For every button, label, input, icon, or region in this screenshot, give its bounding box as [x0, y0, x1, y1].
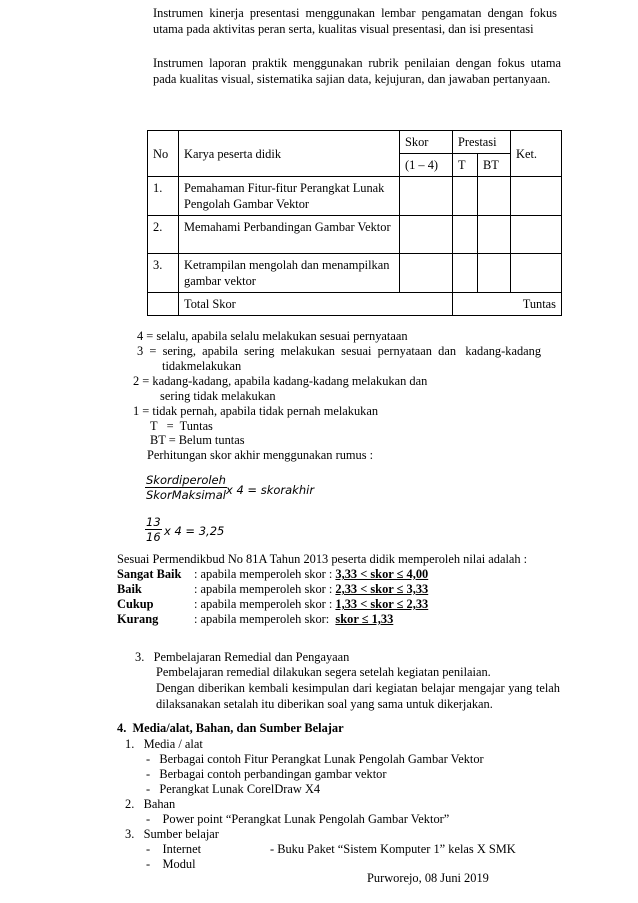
list-item: - Berbagai contoh perbandingan gambar vektor — [146, 767, 387, 781]
grade-label: Kurang — [117, 612, 159, 626]
header-ket: Ket. — [511, 131, 562, 177]
grade-label: Baik — [117, 582, 142, 596]
media-s2: 2. Bahan — [125, 797, 176, 811]
row-no: 3. — [148, 254, 179, 293]
grading-intro: Sesuai Permendikbud No 81A Tahun 2013 peserta didik memperoleh nilai adalah : — [117, 552, 528, 566]
media-title: 4. Media/alat, Bahan, dan Sumber Belajar — [117, 721, 344, 735]
intro-report: Instrumen laporan praktik menggunakan rubrik penilaian dengan fokus utama pada kualitas visual, sistematika sajian data, kejujuran, dan jawaban pertanyaan. — [153, 56, 561, 86]
header-t: T — [453, 154, 478, 177]
intro-presentation: Instrumen kinerja presentasi menggunakan lembar pengamatan dengan fokus utama pada aktivitas peran serta, kualitas visual presentasi, dan isi presentasi — [153, 6, 557, 36]
rubric-table — [147, 130, 562, 316]
remedial-p1: Pembelajaran remedial dilakukan segera setelah kegiatan penilaian. — [156, 665, 491, 679]
list-item: - Buku Paket “Sistem Komputer 1” kelas X SMK — [270, 842, 516, 856]
header-karya: Karya peserta didik — [179, 131, 400, 177]
legend-1: 1 = tidak pernah, apabila tidak pernah melakukan — [133, 404, 379, 418]
header-prestasi: Prestasi — [453, 131, 511, 154]
header-skor-range: (1 – 4) — [400, 154, 453, 177]
example-numerator: 13 — [146, 515, 161, 529]
example-rest: x 4 = 3,25 — [164, 524, 225, 538]
table-row — [148, 216, 562, 254]
grade-range: 1,33 < skor ≤ 2,33 — [335, 597, 429, 611]
table-row — [148, 254, 562, 293]
grade-row — [117, 582, 429, 597]
list-item: - Power point “Perangkat Lunak Pengolah Gambar Vektor” — [146, 812, 450, 826]
formula-numerator: Skordiperoleh — [146, 473, 226, 487]
row-karya: Pemahaman Fitur-fitur Perangkat Lunak Pengolah Gambar Vektor — [179, 177, 400, 216]
legend-2a: 2 = kadang-kadang, apabila kadang-kadang melakukan dan — [133, 374, 428, 388]
formula-denominator: SkorMaksimal — [145, 488, 226, 502]
grade-label: Cukup — [117, 597, 154, 611]
row-no: 1. — [148, 177, 179, 216]
grade-text: : apabila memperoleh skor : 1,33 < skor ≤ 2,33 — [194, 597, 429, 611]
grade-range: 2,33 < skor ≤ 3,33 — [335, 582, 429, 596]
grade-row — [117, 567, 429, 582]
table-total-row — [148, 293, 562, 316]
legend-bt: BT = Belum tuntas — [150, 433, 245, 447]
perhitungan-label: Perhitungan skor akhir menggunakan rumus : — [147, 448, 374, 462]
formula-fraction — [145, 473, 227, 502]
legend-t: T = Tuntas — [150, 419, 213, 433]
list-item: - Internet — [146, 842, 202, 856]
header-no: No — [148, 131, 179, 177]
grade-text: : apabila memperoleh skor: skor ≤ 1,33 — [194, 612, 394, 626]
grade-row — [117, 612, 394, 627]
row-no: 2. — [148, 216, 179, 254]
total-skor-label: Total Skor — [179, 293, 453, 316]
header-bt: BT — [478, 154, 511, 177]
grade-row — [117, 597, 429, 612]
list-item: - Berbagai contoh Fitur Perangkat Lunak Pengolah Gambar Vektor — [146, 752, 484, 766]
legend-3b: tidakmelakukan — [162, 359, 242, 373]
legend-2b: sering tidak melakukan — [160, 389, 276, 403]
remedial-title: 3. Pembelajaran Remedial dan Pengayaan — [135, 650, 350, 664]
remedial-p2: Dengan diberikan kembali kesimpulan dari kegiatan belajar mengajar yang telah dilaksanakan setalah itu diberikan soal yang sama untuk dikerjakan. — [156, 681, 560, 711]
example-denominator: 16 — [146, 530, 161, 544]
table-row — [148, 177, 562, 216]
row-karya: Ketrampilan mengolah dan menampilkan gambar vektor — [179, 254, 400, 293]
list-item: - Modul — [146, 857, 196, 871]
grade-range: skor ≤ 1,33 — [335, 612, 394, 626]
header-skor: Skor — [400, 131, 453, 154]
place-date: Purworejo, 08 Juni 2019 — [367, 871, 489, 885]
media-s3: 3. Sumber belajar — [125, 827, 219, 841]
grade-range: 3,33 < skor ≤ 4,00 — [335, 567, 429, 581]
formula-rest: x 4 = skorakhir — [226, 483, 315, 497]
media-s1: 1. Media / alat — [125, 737, 203, 751]
list-item: - Perangkat Lunak CorelDraw X4 — [146, 782, 321, 796]
legend-3a: 3 = sering, apabila sering melakukan sesuai pernyataan dan kadang-kadang — [137, 344, 542, 358]
row-karya: Memahami Perbandingan Gambar Vektor — [179, 216, 400, 254]
grade-text: : apabila memperoleh skor : 2,33 < skor ≤ 3,33 — [194, 582, 429, 596]
tuntas-label: Tuntas — [453, 293, 562, 316]
grade-text: : apabila memperoleh skor : 3,33 < skor ≤ 4,00 — [194, 567, 429, 581]
example-fraction — [145, 515, 162, 544]
grade-label: Sangat Baik — [117, 567, 182, 581]
legend-4: 4 = selalu, apabila selalu melakukan sesuai pernyataan — [137, 329, 408, 343]
